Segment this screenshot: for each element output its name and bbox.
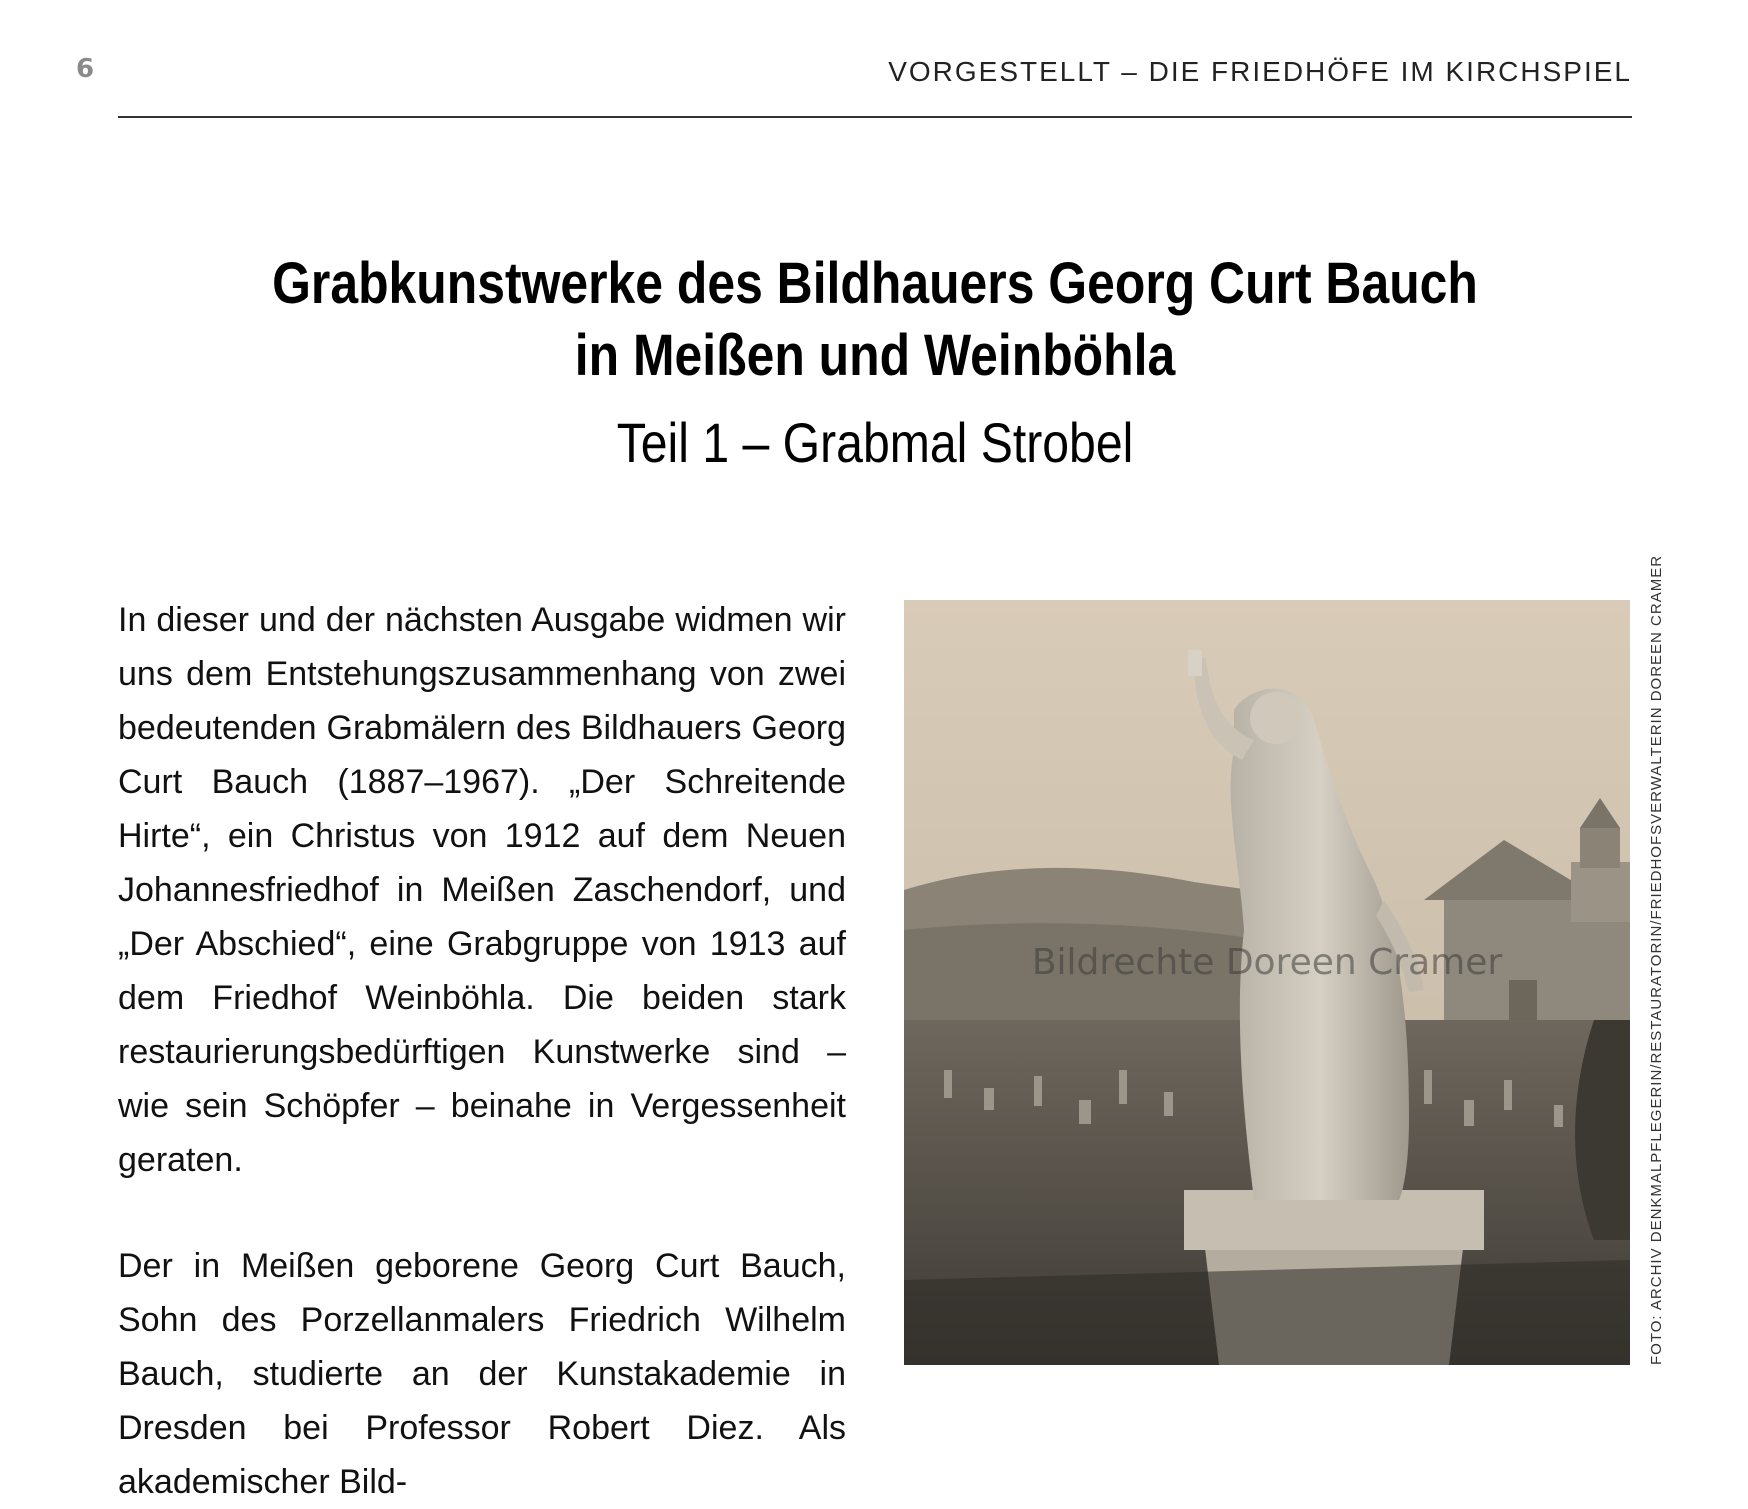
article-title-line-1: Grabkunstwerke des Bildhauers Georg Curt Bauch bbox=[272, 251, 1478, 316]
article-title-line-2: in Meißen und Weinböhla bbox=[574, 323, 1176, 388]
article-subtitle: Teil 1 – Grabmal Strobel bbox=[616, 411, 1134, 474]
article-heading bbox=[118, 248, 1632, 476]
photo-credit: FOTO: ARCHIV DENKMALPFLEGERIN/RESTAURATORIN/FRIEDHOFSVERWALTERIN DOREEN CRAMER bbox=[1648, 554, 1665, 1365]
page-number: 6 bbox=[76, 54, 95, 84]
body-text-column bbox=[118, 593, 846, 1501]
paragraph-2: Der in Meißen geborene Georg Curt Bauch, Sohn des Porzellanmalers Friedrich Wilhelm Bauch, studierte an der Kunstakademie in Dresden bei Professor Robert Diez. Als akademischer Bild- bbox=[118, 1247, 846, 1501]
paragraph-1: In dieser und der nächsten Ausgabe widmen wir uns dem Entstehungszusammenhang von zwei bedeutenden Grabmälern des Bildhauers Georg Curt Bauch (1887–1967). „Der Schreitende Hirte“, ein Christus von 1912 auf dem Neuen Johannesfriedhof in Meißen Zaschendorf, und „Der Abschied“, eine Grabgruppe von 1913 auf dem Friedhof Weinböhla. Die beiden stark restaurierungsbedürftigen Kunstwerke sind – wie sein Schöpfer – beinahe in Vergessenheit geraten. bbox=[118, 601, 846, 1179]
historic-photo-christ-statue bbox=[904, 600, 1630, 1365]
header-rule bbox=[118, 116, 1632, 118]
running-title: VORGESTELLT – DIE FRIEDHÖFE IM KIRCHSPIEL bbox=[888, 56, 1632, 87]
photo-watermark: Bildrechte Doreen Cramer bbox=[1031, 942, 1503, 983]
